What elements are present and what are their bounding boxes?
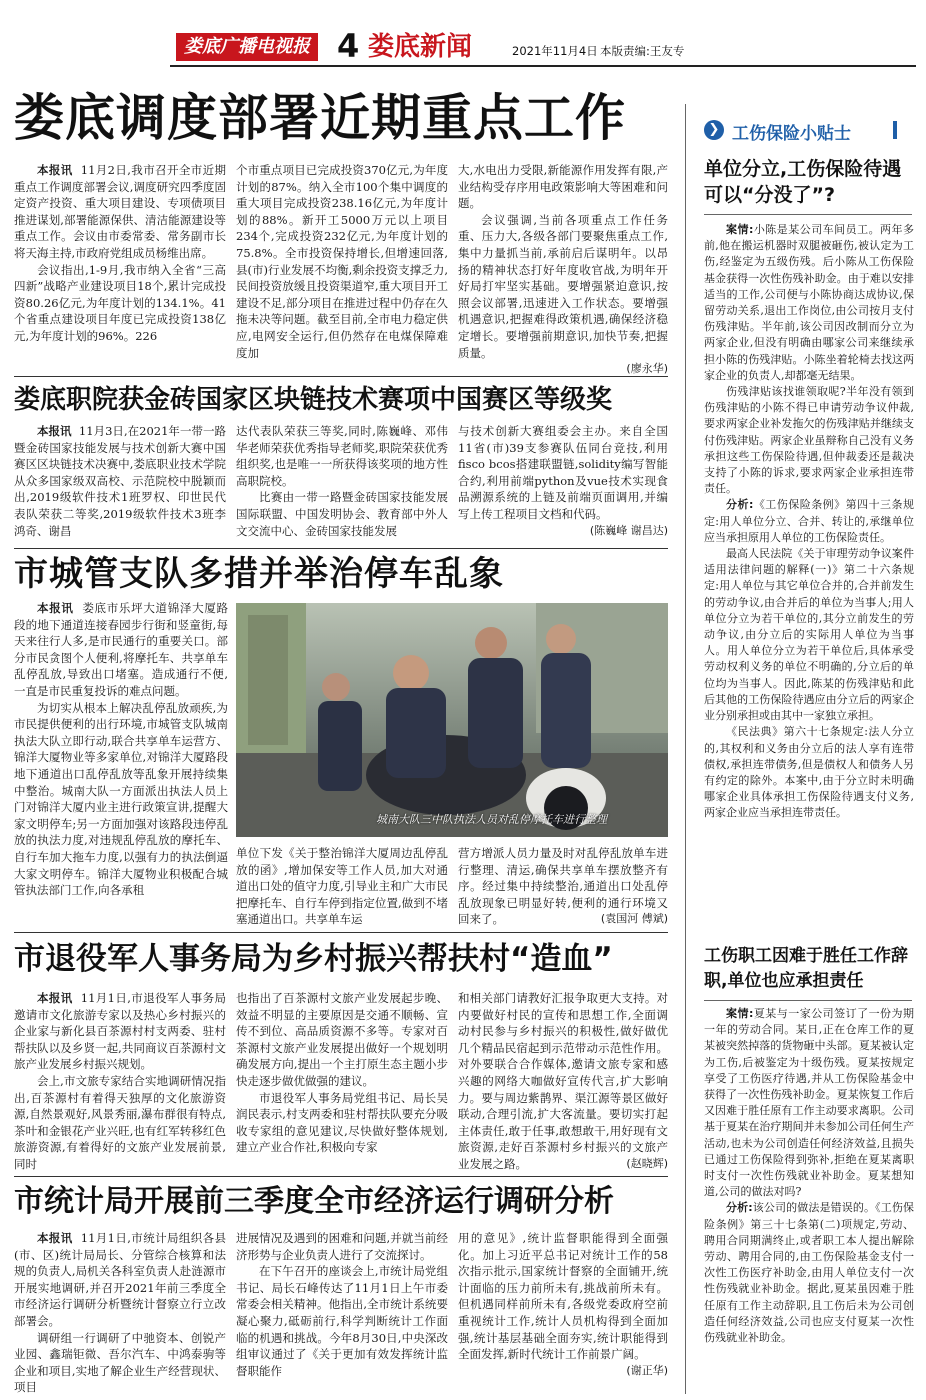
article-3-col-1: 本报讯 娄底市乐坪大道锦泽大厦路段的地下通道连接春园步行街和竖童街,每天来往行人多,是市民通行的重要关口。部分市民贪图个人便利,将摩托车、共享单车乱停乱放,导致出口堵塞。造成通行不便,一直是市民重复投诉的难点问题。 为切实从根本上解决乱停乱放顽疾,为市民提供便利的出行环境,市城管支队城南执法大队立即行动,联合共享单车运营方、锦洋大厦物业等多家单位,对锦洋大厦路段地下通道出口乱停乱放等乱象开展持续集中整治。城南大队一方面派出执法人员上门对锦洋大厦内业主进行政策宣讲,提醒大家文明停车;另一方面加强对该路段违停乱放的执法力度,对违规乱停乱放的摩托车、自行车加大拖车力度,以强有力的执法倒逼大家文明停车。锦洋大厦物业积极配合城管执法部门工作,向各承租: [14, 601, 229, 898]
section-title: 娄底新闻: [368, 32, 473, 62]
article-1-col-2: 个市重点项目已完成投资370亿元,为年度计划的87%。纳入全市100个集中调度的重大项目完成投资238.16亿元,为年度计划的88%。新开工5000万元以上项目234个,完成投资232亿元,为年度计划的75.8%。全市投资保持增长,但增速回落,县(市)行业发展不均衡,剩余投资支撑乏力,民间投资放缓且投资渠道窄,重大项目开工建设不足,部分项目在推进过程中仍存在久拖未决等问题。截至目前,全市电力稳定供应,电网安全运行,但仍然存在电煤保障难度加: [236, 163, 448, 360]
sidebar-title-2: 工伤职工因难于胜任工作辞职,单位也应承担责任: [704, 946, 908, 991]
divider: [14, 376, 668, 377]
news-photo: [236, 603, 668, 837]
column-separator: [685, 104, 686, 1394]
article-2-col-1: 本报讯 11月3日,在2021年一带一路暨金砖国家技能发展与技术创新大赛中国赛区区块链技术决赛中,娄底职业技术学院从众多国家级双高校、示范院校中脱颖而出,2019级软件技术1班罗权、印世民代表队荣获二等奖,2019级软件技术3班李鸿奇、谢昌: [14, 424, 227, 538]
photo-caption: 城南大队三中队执法人员对乱停摩托车进行整理: [376, 813, 607, 826]
headline-1: 娄底调度部署近期重点工作: [14, 89, 626, 147]
article-1-col-1: 本报讯 11月2日,我市召开全市近期重点工作调度部署会议,调度研究四季度固定资产投资、重大项目建设、专项债项目推进谋划,部署能源保供、清洁能源建设等重点工作。会议由市委常委、常务副市长将天海主持,市政府党组成员杨维出席。 会议指出,1-9月,我市纳入全省“三高四新”战略产业建设项目18个,累计完成投资80.26亿元,为年度计划的134.1%。41个省重点建设项目年度已完成投资138亿元,为年度计划的96%。226: [14, 163, 227, 343]
headline-5: 市统计局开展前三季度全市经济运行调研分析: [14, 1184, 614, 1219]
sidebar-title-1: 单位分立,工伤保险待遇可以“分没了”?: [704, 158, 902, 206]
sidebar-tag: ❯ 工伤保险小贴士: [702, 117, 912, 145]
divider: [14, 932, 668, 933]
divider: [14, 1176, 668, 1177]
article-4-col-3: 和相关部门请教好汇报争取更大支持。对内要做好村民的宣传和思想工作,全面调动村民参与乡村振兴的积极性,做好做优几个精品民宿起到示范带动示范性作用。对外要联合合作媒体,邀请文旅专家和感兴趣的网络大咖做好宣传代言,扩大影响力。要与周边紫鹊界、渠江源等景区做好联动,合理引流,扩大客流量。要切实打起主体责任,敢于任事,敢想敢干,用好现有文旅资源,走好百茶源村乡村振兴的文旅产业发展之路。 (赵晓辉): [458, 991, 668, 1171]
dateline: 本报讯: [37, 424, 72, 438]
article-5-col-1: 本报讯 11月1日,市统计局组织各县(市、区)统计局局长、分管综合核算和法规的负责人,局机关各科室负责人赴涟源市开展实地调研,并召开2021年前三季度全市经济运行调研分析暨统计督察立行立改部署会。 调研组一行调研了中驰资本、创锐产业园、鑫瑞钜微、吾尔汽车、中鸿泰驹等企业和项目,实地了解企业生产经营现状、项目: [14, 1231, 227, 1395]
chevron-right-icon: ❯: [704, 120, 724, 140]
article-5-col-2: 进展情况及遇到的困难和问题,并就当前经济形势与企业负责人进行了交流探讨。 在下午召开的座谈会上,市统计局党组书记、局长石峰传达了11月1日上午市委常委会相关精神。他指出,全市统计系统要凝心聚力,砥砺前行,科学判断统计工作面临的机遇和挑战。今年8月30日,中央深改组审议通过了《关于更加有效发挥统计监督职能作: [236, 1231, 448, 1378]
masthead-brand: 娄底广播电视报: [176, 33, 318, 61]
byline: (陈巍峰 谢昌达): [589, 523, 668, 537]
article-4-col-2: 也指出了百茶源村文旅产业发展起步晚、效益不明显的主要原因是交通不顺畅、宣传不到位、高品质资源不多等。专家对百茶源村文旅产业发展提出做好一个规划明确发展方向,提出一个主打原生态主题小步快走逐步做优做强的建议。 市退役军人事务局党组书记、局长吴润民表示,村支两委和驻村帮扶队要充分吸收专家组的意见建议,尽快做好整体规划,建立产业合作社,积极向专家: [236, 991, 448, 1155]
article-4-col-1: 本报讯 11月1日,市退役军人事务局邀请市文化旅游专家以及热心乡村振兴的企业家与新化县百茶源村村支两委、驻村帮扶队以及乡贤一起,共同商议百茶源村文旅产业发展乡村振兴规划。 会上,市文旅专家结合实地调研情况指出,百茶源村有着得天独厚的文化旅游资源,自然景观好,风景秀丽,瀑布群很有特点,茶叶和金银花产业兴旺,也有红军转移红色旅游资源,有着得好的文旅产业发展前景,同时: [14, 991, 227, 1171]
dateline: 本报讯: [37, 991, 73, 1005]
article-3-col-2: 单位下发《关于整治锦洋大厦周边乱停乱放的函》,增加保安等工作人员,加大对通道出口处的值守力度,引导业主和广大市民把摩托车、自行车停到指定位置,做到不堵塞通道出口。共享单车运: [236, 846, 448, 927]
article-2-col-2: 达代表队荣获三等奖,同时,陈巍峰、邓伟华老师荣获优秀指导老师奖,职院荣获优秀组织奖,也是唯一一所获得该奖项的地方性高职院校。 比赛由一带一路暨金砖国家技能发展国际联盟、中国发明协会、教育部中外人文交流中心、金砖国家技能发展: [236, 424, 448, 538]
page-editor: 本版责编:王友专: [600, 44, 685, 58]
headline-4: 市退役军人事务局为乡村振兴帮扶村“造血”: [14, 941, 613, 977]
masthead-rule: [170, 65, 916, 67]
byline: (廖永华): [626, 362, 668, 376]
article-2-col-3: 与技术创新大赛组委会主办。来自全国11省(市)39支参赛队伍同台竞技,利用fisco bcos搭建联盟链,solidity编写智能合约,利用前端python及vue技术实现食品溯源系统的上链及前端页面调用,并编写上传工程项目文档和代码。 (陈巍峰 谢昌达): [458, 423, 668, 545]
dateline: 本报讯: [37, 1231, 73, 1245]
dateline: 本报讯: [37, 163, 73, 177]
photo-illustration: [236, 603, 668, 837]
divider: [704, 214, 912, 215]
dateline: 本报讯: [37, 601, 74, 615]
issue-date: 2021年11月4日: [512, 44, 598, 58]
tag-bar: [893, 121, 897, 139]
byline: (谢正华): [626, 1363, 668, 1377]
divider: [14, 548, 668, 549]
article-1-col-3: 大,水电出力受限,新能源作用发挥有限,产业结构受存序用电政策影响大等困难和问题。 会议强调,当前各项重点工作任务重、压力大,各级各部门要聚焦重点工作,集中力量抓当前,承前启后谋明年。以昂扬的精神状态打好年度收官战,为明年开好局打牢坚实基础。要增强紧迫意识,按照会议部署,迅速进入工作状态。要增强机遇意识,把握难得政策机遇,确保经济稳定增长。要增强前期意识,加快节奏,把握质量。 (廖永华): [458, 162, 668, 374]
divider: [704, 1000, 912, 1001]
article-5-col-3: 用的意见》,统计监督职能得到全面强化。加上习近平总书记对统计工作的58次指示批示,国家统计督察的全面铺开,统计面临的压力前所未有,挑战前所未有。但机遇同样前所未有,各级党委政府空前重视统计工作,统计人员机构得到全面加强,统计基层基础全面夯实,统计职能得到全面发挥,新时代统计工作前景广阔。 (谢正华): [458, 1230, 668, 1390]
article-3-col-3: 营方增派人员力量及时对乱停乱放单车进行整理、清运,确保共享单车摆放整齐有序。经过集中持续整治,通道出口处乱停乱放现象已明显好转,便利的通行环境又回来了。 (袁国河 傅斌): [458, 846, 668, 927]
headline-3: 市城管支队多措并举治停车乱象: [14, 554, 504, 594]
sidebar-body-1: 案情:小陈是某公司车间员工。两年多前,他在搬运机器时双腿被砸伤,被认定为工伤,经鉴定为五级伤残。后小陈从工伤保险基金获得一次性伤残补助金。由于难以安排适当的工作,公司便与小陈协商达成协议,保留劳动关系,退出工作岗位,由公司按月支付伤残津贴。半年前,该公司因改制而分立为两家企业,但没有明确由哪家公司来继续承担小陈的伤残津贴。小陈坐着轮椅去找这两家企业的负责人,却都毫无结果。 伤残津贴该找谁领取呢?半年没有领到伤残津贴的小陈不得已申请劳动争议仲裁,要求两家企业补发拖欠的伤残津贴并继续支付伤残津贴。两家企业虽辩称自己没有义务承担这些工伤保险待遇,但仲裁委还是裁决支持了小陈的诉求,要求两家企业承担连带责任。 分析:《工伤保险条例》第四十三条规定:用人单位分立、合并、转让的,承继单位应当承担原用人单位的工伤保险责任。 最高人民法院《关于审理劳动争议案件适用法律问题的解释(一)》第二十六条规定:用人单位与其它单位合并的,合并前发生的劳动争议,由合并后的单位为当事人;用人单位分立为若干单位的,其分立前发生的劳动争议,由分立后的实际用人单位为当事人。用人单位分立为若干单位后,具体承受劳动权利义务的单位不明确的,分立后的单位均为当事人。因此,陈某的伤残津贴和此后其他的工伤保险待遇应由分立后的两家企业分别承担或由其中一家独立承担。 《民法典》第六十七条规定:法人分立的,其权利和义务由分立后的法人享有连带债权,承担连带债务,但是债权人和债务人另有约定的除外。本案中,由于分立时未明确哪家企业具体承担工伤保险待遇支付义务,两家企业应当承担连带责任。: [704, 223, 915, 820]
byline: (赵晓辉): [626, 1156, 668, 1170]
headline-2: 娄底职院获金砖国家区块链技术赛项中国赛区等级奖: [14, 385, 613, 415]
byline: (袁国河 傅斌): [600, 912, 668, 926]
masthead: [0, 27, 926, 66]
sidebar-body-2: 案情:夏某与一家公司签订了一份为期一年的劳动合同。某日,正在仓库工作的夏某被突然掉落的货物砸中头部。夏某被认定为工伤,后被鉴定为十级伤残。夏某按规定享受了工伤医疗待遇,并从工伤保险基金中获得了一次性伤残补助金。夏某恢复工作后又因难于胜任原有工作主动要求离职。公司基于夏某在治疗期间并未参加公司任何生产活动,也未为公司创造任何经济效益,且损失已通过工伤保险得到弥补,拒绝在夏某离职时支付一次性伤残就业补助金。夏某想知道,公司的做法对吗? 分析:该公司的做法是错误的。《工伤保险条例》第三十七条第(二)项规定,劳动、聘用合同期满终止,或者职工本人提出解除劳动、聘用合同的,由工伤保险基金支付一次性工伤医疗补助金,由用人单位支付一次性伤残就业补助金。据此,夏某虽因难于胜任原有工作主动辞职,且工伤后未为公司创造任何经济效益,公司也应支付夏某一次性伤残就业补助金。: [704, 1007, 915, 1345]
page-number: 4: [337, 27, 360, 65]
